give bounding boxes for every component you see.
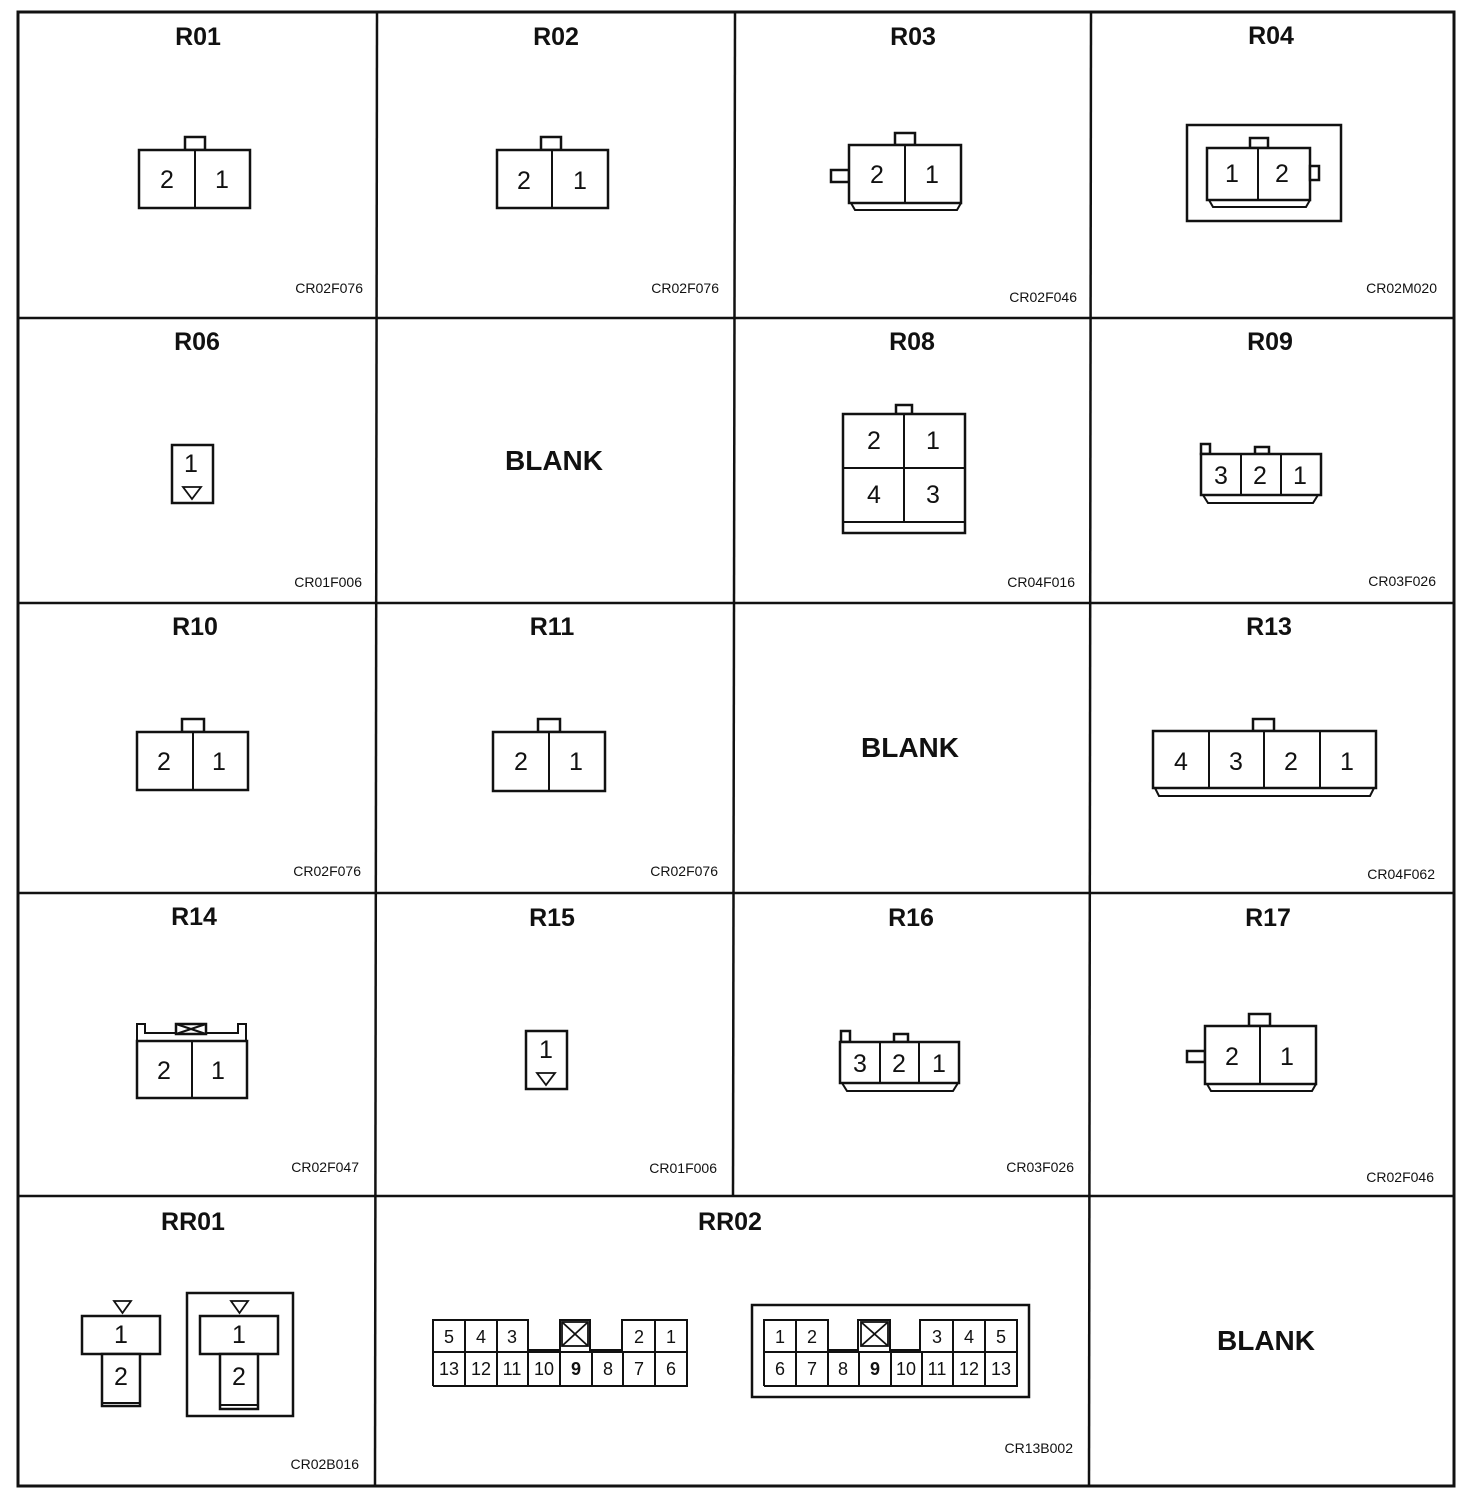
pin-label: 1: [1280, 1043, 1294, 1071]
connector-title: R17: [1245, 904, 1291, 932]
pin-label: 5: [443, 1327, 455, 1347]
pin-label: 8: [602, 1359, 614, 1379]
pin-label: 2: [633, 1327, 645, 1347]
pin-label: 4: [475, 1327, 487, 1347]
part-code: CR02F076: [295, 280, 363, 296]
pin-label: 4: [963, 1327, 975, 1347]
pin-label: 1: [211, 1057, 225, 1085]
pin-label: 4: [867, 481, 881, 509]
pin-label: 1: [774, 1327, 786, 1347]
connector-title: R03: [890, 23, 936, 51]
connector-title: RR01: [161, 1208, 225, 1236]
pin-label: 9: [570, 1359, 582, 1379]
pin-label: 2: [517, 167, 531, 195]
pin-label: 1: [114, 1321, 128, 1349]
pin-label: 3: [1229, 748, 1243, 776]
blank-cell: [1217, 1325, 1315, 1356]
part-code: CR02B016: [290, 1456, 359, 1472]
connector-cell-r02: [497, 23, 719, 296]
connector-cell-r06: [172, 328, 362, 590]
part-code: CR02F076: [293, 863, 361, 879]
connector-cell-rr02: [433, 1208, 1073, 1456]
pin-label: 1: [215, 166, 229, 194]
pin-label: 12: [958, 1359, 980, 1379]
pin-label: 1: [1293, 462, 1307, 490]
pin-label: 1: [1340, 748, 1354, 776]
pin-label: 1: [573, 167, 587, 195]
connector-cell-r17: [1187, 904, 1434, 1185]
pin-label: 12: [470, 1359, 492, 1379]
pin-label: 1: [212, 748, 226, 776]
pin-label: 1: [539, 1036, 553, 1064]
rr02-female-connector: [752, 1305, 1029, 1397]
pin-label: 2: [806, 1327, 818, 1347]
connector-title: R06: [174, 328, 220, 356]
pin-label: 1: [1225, 160, 1239, 188]
connector-cell-r03: [831, 23, 1077, 305]
pin-label: 3: [926, 481, 940, 509]
part-code: CR03F026: [1368, 573, 1436, 589]
part-code: CR01F006: [649, 1160, 717, 1176]
pin-label: 6: [665, 1359, 677, 1379]
connector-title: R11: [529, 613, 575, 641]
pin-label: 3: [1214, 462, 1228, 490]
pin-label: 2: [1253, 462, 1267, 490]
pin-label: 2: [114, 1363, 128, 1391]
pin-label: 1: [665, 1327, 677, 1347]
connector-title: R02: [533, 23, 579, 51]
pin-label: 5: [995, 1327, 1007, 1347]
blank-label: BLANK: [1217, 1325, 1315, 1356]
part-code: CR01F006: [294, 574, 362, 590]
connector-title: R14: [171, 903, 217, 931]
connector-title: R01: [175, 23, 221, 51]
connector-cell-r13: [1153, 613, 1435, 882]
connector-cell-r04: [1187, 22, 1437, 296]
part-code: CR02F076: [651, 280, 719, 296]
pin-label: 2: [870, 161, 884, 189]
blank-label: BLANK: [505, 445, 603, 476]
connector-title: R08: [889, 328, 935, 356]
pin-label: 2: [1284, 748, 1298, 776]
pin-label: 2: [892, 1050, 906, 1078]
pin-label: 10: [895, 1359, 917, 1379]
pin-label: 13: [990, 1359, 1012, 1379]
pin-label: 9: [869, 1359, 881, 1379]
pin-label: 1: [184, 450, 198, 478]
rr02-male-connector: [433, 1320, 687, 1386]
connector-title: R10: [172, 613, 218, 641]
pin-label: 7: [806, 1359, 818, 1379]
pin-label: 6: [774, 1359, 786, 1379]
pin-label: 3: [506, 1327, 518, 1347]
connector-cell-r14: [137, 903, 359, 1175]
pin-label: 2: [867, 427, 881, 455]
connector-title: R09: [1247, 328, 1293, 356]
pin-label: 2: [157, 748, 171, 776]
pin-label: 2: [1275, 160, 1289, 188]
pin-label: 2: [160, 166, 174, 194]
pin-label: 2: [1225, 1043, 1239, 1071]
pin-label: 3: [853, 1050, 867, 1078]
connector-cell-r15: [526, 904, 717, 1176]
connector-cell-r16: [840, 904, 1074, 1175]
connector-title: R04: [1248, 22, 1294, 50]
pin-label: 1: [925, 161, 939, 189]
pin-label: 1: [232, 1321, 246, 1349]
pin-label: 4: [1174, 748, 1188, 776]
connector-cell-r10: [137, 613, 361, 879]
connector-cell-r01: [139, 23, 363, 296]
blank-label: BLANK: [861, 732, 959, 763]
blank-cell: [861, 732, 959, 763]
part-code: CR02F076: [650, 863, 718, 879]
pin-label: 2: [232, 1363, 246, 1391]
pin-label: 1: [932, 1050, 946, 1078]
pin-label: 11: [502, 1359, 522, 1379]
pin-label: 1: [569, 748, 583, 776]
part-code: CR02M020: [1366, 280, 1437, 296]
connector-cell-r11: [493, 613, 718, 879]
pin-label: 10: [533, 1359, 555, 1379]
pin-label: 11: [927, 1359, 947, 1379]
connector-title: R16: [888, 904, 934, 932]
connector-cell-r08: [843, 328, 1075, 590]
part-code: CR04F016: [1007, 574, 1075, 590]
blank-cell: [505, 445, 603, 476]
part-code: CR02F047: [291, 1159, 359, 1175]
pin-label: 7: [633, 1359, 645, 1379]
part-code: CR04F062: [1367, 866, 1435, 882]
connector-title: R15: [529, 904, 575, 932]
connector-cell-r09: [1201, 328, 1436, 589]
pin-label: 3: [931, 1327, 943, 1347]
connector-title: R13: [1246, 613, 1292, 641]
connector-cell-rr01: [82, 1208, 359, 1472]
pin-label: 8: [837, 1359, 849, 1379]
pin-label: 1: [926, 427, 940, 455]
part-code: CR03F026: [1006, 1159, 1074, 1175]
part-code: CR02F046: [1009, 289, 1077, 305]
pin-label: 2: [514, 748, 528, 776]
connector-title: RR02: [698, 1208, 762, 1236]
pin-label: 2: [157, 1057, 171, 1085]
pin-label: 13: [438, 1359, 460, 1379]
part-code: CR13B002: [1004, 1440, 1073, 1456]
part-code: CR02F046: [1366, 1169, 1434, 1185]
